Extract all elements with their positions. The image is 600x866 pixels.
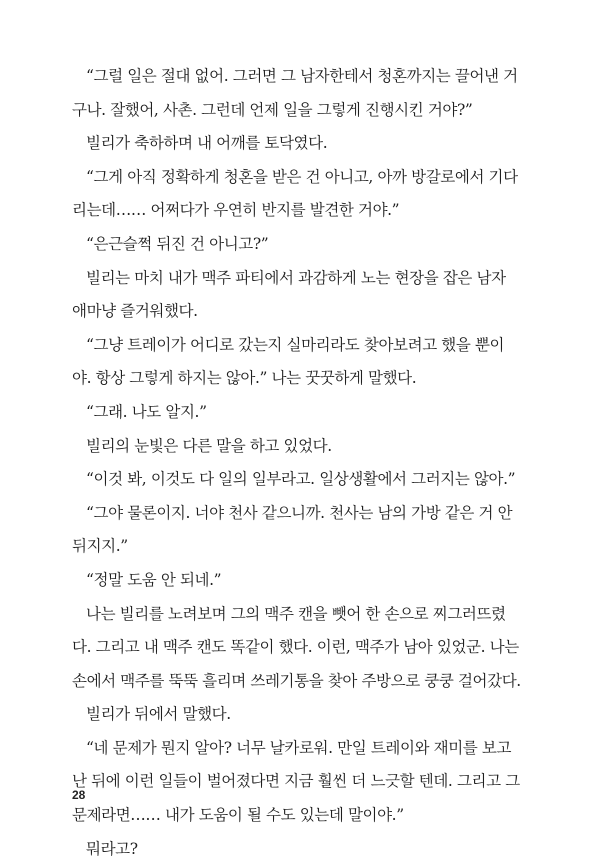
- text-line: 애마냥 즐거워했다.: [72, 302, 198, 321]
- text-line: 빌리가 뒤에서 말했다.: [86, 705, 231, 724]
- text-line: 빌리의 눈빛은 다른 말을 하고 있었다.: [86, 436, 332, 455]
- body-text: [72, 60, 530, 866]
- text-line: “그래. 나도 알지.”: [86, 402, 207, 421]
- text-line: “네 문제가 뭔지 알아? 너무 날카로워. 만일 트레이와 재미를 보고: [86, 738, 512, 757]
- text-line: 문제라면…… 내가 도움이 될 수도 있는데 말이야.”: [72, 806, 404, 825]
- text-line: 뭐라고?: [86, 839, 138, 858]
- text-line: “그야 물론이지. 너야 천사 같으니까. 천사는 남의 가방 같은 거 안: [86, 503, 513, 522]
- text-line: “그냥 트레이가 어디로 갔는지 실마리라도 찾아보려고 했을 뿐이: [86, 335, 505, 354]
- text-line: 뒤지지.”: [72, 537, 128, 556]
- page-number: 28: [72, 788, 86, 802]
- text-line: 나는 빌리를 노려보며 그의 맥주 캔을 뺏어 한 손으로 찌그러뜨렸: [86, 604, 506, 623]
- text-line: 빌리는 마치 내가 맥주 파티에서 과감하게 노는 현장을 잡은 남자: [86, 268, 506, 287]
- text-line: 야. 항상 그렇게 하지는 않아.” 나는 꿋꿋하게 말했다.: [72, 369, 417, 388]
- text-line: “이것 봐, 이것도 다 일의 일부라고. 일상생활에서 그러지는 않아.”: [86, 470, 516, 489]
- text-line: “그게 아직 정확하게 청혼을 받은 건 아니고, 아까 방갈로에서 기다: [86, 167, 518, 186]
- text-line: 다. 그리고 내 맥주 캔도 똑같이 했다. 이런, 맥주가 남아 있었군. 나는: [72, 638, 519, 657]
- text-line: 구나. 잘했어, 사촌. 그런데 언제 일을 그렇게 진행시킨 거야?”: [72, 100, 473, 119]
- text-line: 빌리가 축하하며 내 어깨를 토닥였다.: [86, 134, 328, 153]
- text-line: “그럴 일은 절대 없어. 그러면 그 남자한테서 청혼까지는 끌어낸 거: [86, 67, 518, 85]
- text-line: 난 뒤에 이런 일들이 벌어졌다면 지금 훨씬 더 느긋할 텐데. 그리고 그: [72, 772, 520, 791]
- text-line: 리는데…… 어쩌다가 우연히 반지를 발견한 거야.”: [72, 201, 400, 220]
- text-line: “은근슬쩍 뒤진 건 아니고?”: [86, 234, 269, 253]
- text-line: “정말 도움 안 되네.”: [86, 570, 222, 589]
- text-line: 손에서 맥주를 뚝뚝 흘리며 쓰레기통을 찾아 주방으로 쿵쿵 걸어갔다.: [72, 671, 521, 690]
